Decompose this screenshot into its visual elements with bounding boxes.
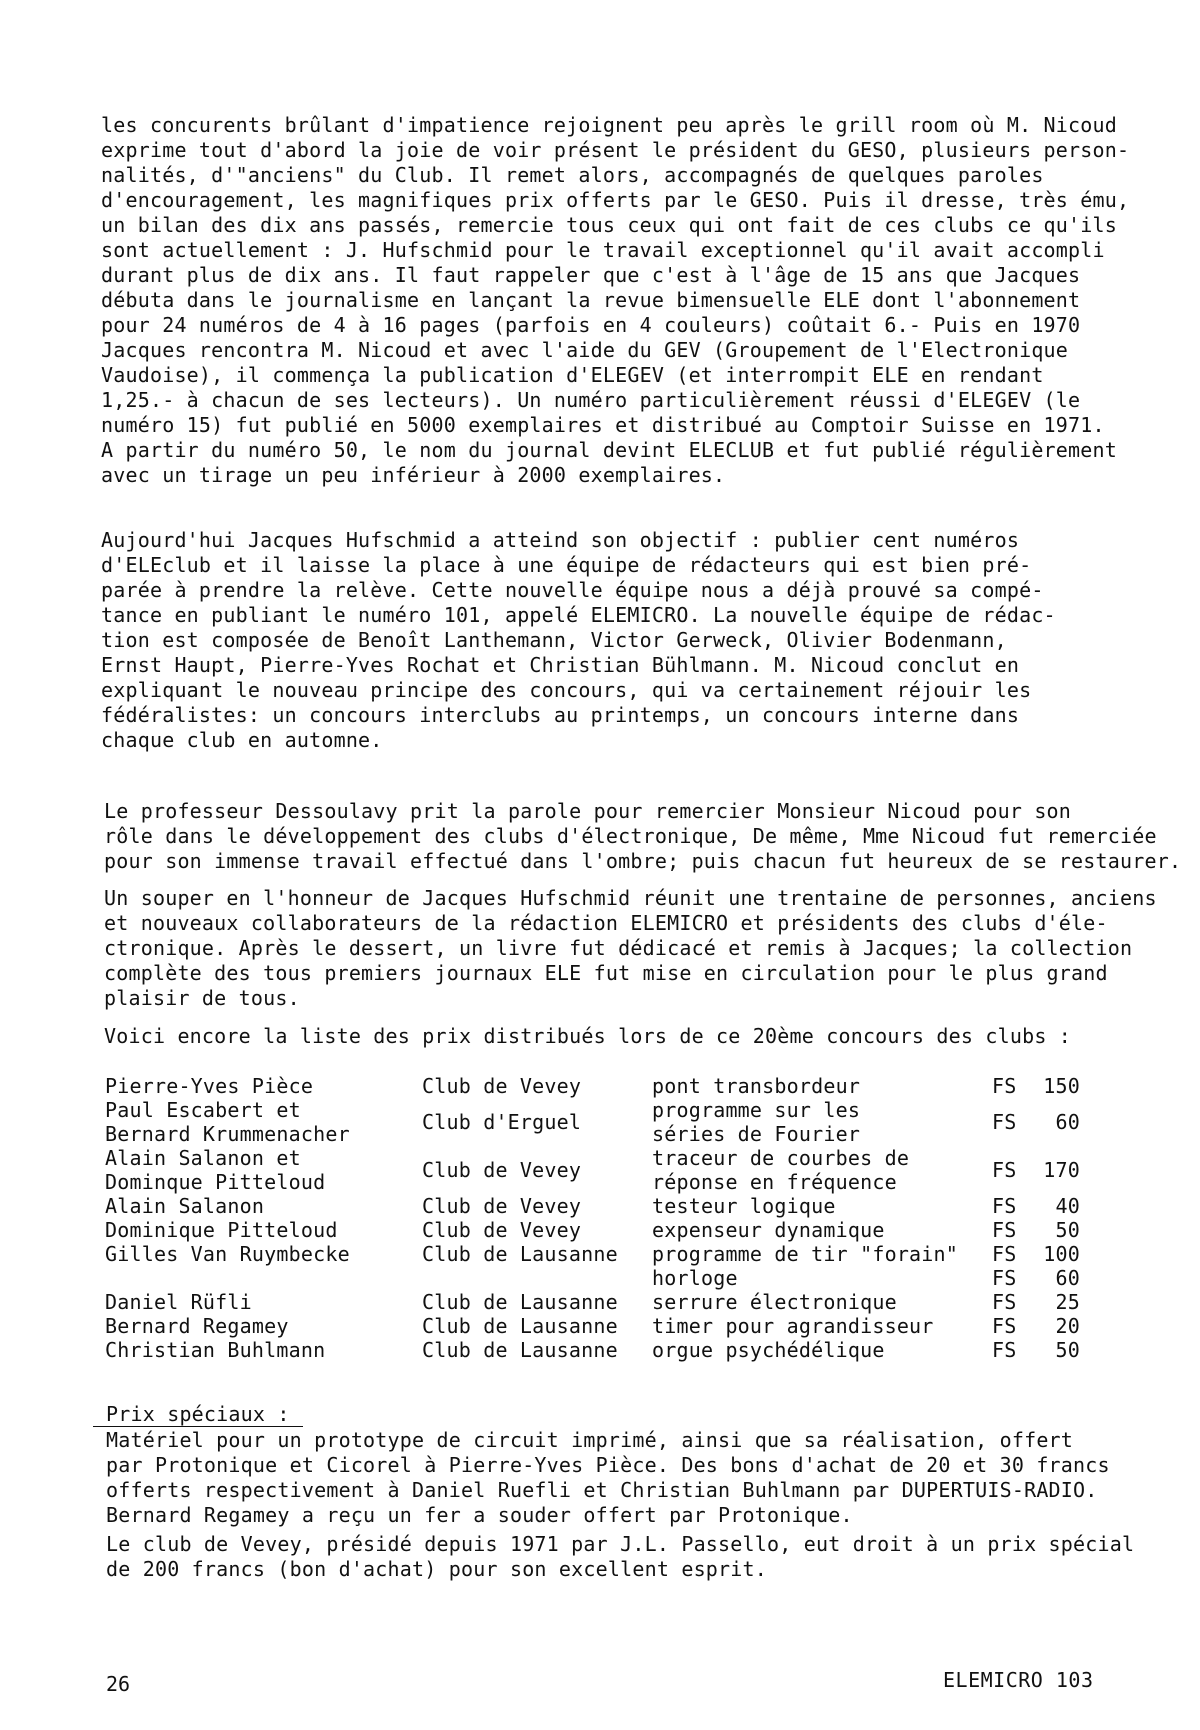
prize-project xyxy=(652,1290,897,1314)
prize-winner-line: Bernard Krummenacher xyxy=(105,1122,350,1146)
prize-project-line: traceur de courbes de xyxy=(652,1146,910,1170)
prize-winner-line: Gilles Van Ruymbecke xyxy=(105,1242,350,1266)
prize-amount: 170 xyxy=(1043,1158,1080,1182)
prize-project-line: orgue psychédélique xyxy=(652,1338,885,1362)
prize-project xyxy=(652,1314,934,1338)
prize-winner-line: Dominique Pitteloud xyxy=(105,1218,338,1242)
text-line: tance en publiant le numéro 101, appelé ELEMICRO. La nouvelle équipe de rédac- xyxy=(101,603,1056,627)
prize-club: Club de Lausanne xyxy=(422,1314,618,1338)
text-line: avec un tirage un peu inférieur à 2000 exemplaires. xyxy=(101,463,726,487)
text-line: tion est composée de Benoît Lanthemann, Victor Gerweck, Olivier Bodenmann, xyxy=(101,628,1007,652)
prize-amount: 20 xyxy=(1055,1314,1080,1338)
text-line: A partir du numéro 50, le nom du journal devint ELECLUB et fut publié régulièrement xyxy=(101,438,1118,462)
text-line: 1,25.- à chacun de ses lecteurs). Un numéro particulièrement réussi d'ELEGEV (le xyxy=(101,388,1081,412)
prize-project-line: testeur logique xyxy=(652,1194,836,1218)
text-line: Jacques rencontra M. Nicoud et avec l'aide du GEV (Groupement de l'Electronique xyxy=(101,338,1069,362)
paragraph-new-team xyxy=(101,528,1056,753)
text-line: débuta dans le journalisme en lançant la revue bimensuelle ELE dont l'abonnement xyxy=(101,288,1081,312)
prize-winner xyxy=(105,1242,350,1266)
prize-winner xyxy=(105,1146,325,1194)
text-line: Bernard Regamey a reçu un fer a souder offert par Protonique. xyxy=(106,1503,853,1527)
journal-name: ELEMICRO 103 xyxy=(943,1668,1094,1692)
page-number: 26 xyxy=(106,1672,131,1696)
prize-amount: 60 xyxy=(1055,1266,1080,1290)
prize-club: Club d'Erguel xyxy=(422,1110,582,1134)
prize-club: Club de Vevey xyxy=(422,1194,582,1218)
text-line: numéro 15) fut publié en 5000 exemplaires et distribué au Comptoir Suisse en 1971. xyxy=(101,413,1105,437)
prize-project-line: expenseur dynamique xyxy=(652,1218,885,1242)
prize-currency: FS xyxy=(992,1338,1017,1362)
prize-project-line: séries de Fourier xyxy=(652,1122,861,1146)
prize-project xyxy=(652,1074,860,1098)
text-line: d'encouragement, les magnifiques prix offerts par le GESO. Puis il dresse, très ému, xyxy=(101,188,1130,212)
text-line: complète des tous premiers journaux ELE fut mise en circulation pour le plus grand xyxy=(104,961,1108,985)
text-line: Un souper en l'honneur de Jacques Hufschmid réunit une trentaine de personnes, anciens xyxy=(104,886,1157,910)
prize-amount: 100 xyxy=(1043,1242,1080,1266)
text-line: parée à prendre la relève. Cette nouvelle équipe nous a déjà prouvé sa compé- xyxy=(101,578,1044,602)
paragraph-special-prizes xyxy=(106,1428,1110,1528)
prize-club: Club de Vevey xyxy=(422,1074,582,1098)
text-line: expliquant le nouveau principe des concours, qui va certainement réjouir les xyxy=(101,678,1032,702)
text-line: un bilan des dix ans passés, remercie tous ceux qui ont fait de ces clubs ce qu'ils xyxy=(101,213,1118,237)
text-line: plaisir de tous. xyxy=(104,986,300,1010)
text-line: durant plus de dix ans. Il faut rappeler que c'est à l'âge de 15 ans que Jacques xyxy=(101,263,1081,287)
paragraph-vevey-club xyxy=(106,1532,1134,1582)
prize-project xyxy=(652,1338,885,1362)
prize-project-line: timer pour agrandisseur xyxy=(652,1314,934,1338)
prize-winner xyxy=(105,1290,252,1314)
prize-currency: FS xyxy=(992,1110,1017,1134)
prize-currency: FS xyxy=(992,1218,1017,1242)
prize-amount: 40 xyxy=(1055,1194,1080,1218)
prize-winner-line: Pierre-Yves Pièce xyxy=(105,1074,314,1098)
prize-project xyxy=(652,1218,885,1242)
prize-club: Club de Lausanne xyxy=(422,1290,618,1314)
prize-winner-line: Alain Salanon et xyxy=(105,1146,301,1170)
paragraph-dessoulavy xyxy=(104,799,1181,874)
prize-club: Club de Vevey xyxy=(422,1218,582,1242)
prize-project xyxy=(652,1242,958,1266)
prize-winner xyxy=(105,1074,313,1098)
prize-currency: FS xyxy=(992,1242,1017,1266)
text-line: de 200 francs (bon d'achat) pour son excellent esprit. xyxy=(106,1557,768,1581)
prize-winner-line: Daniel Rüfli xyxy=(105,1290,252,1314)
prize-currency: FS xyxy=(992,1266,1017,1290)
prize-currency: FS xyxy=(992,1290,1017,1314)
prize-project-line: pont transbordeur xyxy=(652,1074,861,1098)
text-line: les concurents brûlant d'impatience rejoignent peu après le grill room où M. Nicoud xyxy=(101,113,1118,137)
text-line: Le professeur Dessoulavy prit la parole pour remercier Monsieur Nicoud pour son xyxy=(104,799,1072,823)
text-line: et nouveaux collaborateurs de la rédaction ELEMICRO et présidents des clubs d'éle- xyxy=(104,911,1108,935)
prize-club: Club de Lausanne xyxy=(422,1242,618,1266)
prize-project-line: horloge xyxy=(652,1266,738,1290)
prize-currency: FS xyxy=(992,1074,1017,1098)
prize-winner xyxy=(105,1314,289,1338)
prize-project-line: programme de tir "forain" xyxy=(652,1242,959,1266)
prize-currency: FS xyxy=(992,1314,1017,1338)
text-line: chaque club en automne. xyxy=(101,728,383,752)
prize-currency: FS xyxy=(992,1158,1017,1182)
prize-amount: 60 xyxy=(1055,1110,1080,1134)
prize-project xyxy=(652,1266,738,1290)
special-prizes-underline xyxy=(93,1426,303,1427)
special-prizes-title: Prix spéciaux : xyxy=(106,1402,290,1426)
text-line: d'ELEclub et il laisse la place à une équipe de rédacteurs qui est bien pré- xyxy=(101,553,1032,577)
text-line: Ernst Haupt, Pierre-Yves Rochat et Christian Bühlmann. M. Nicoud conclut en xyxy=(101,653,1020,677)
prize-winner-line: Bernard Regamey xyxy=(105,1314,289,1338)
prize-winner-line: Christian Buhlmann xyxy=(105,1338,326,1362)
text-line: pour son immense travail effectué dans l'ombre; puis chacun fut heureux de se restaurer. xyxy=(104,849,1182,873)
text-line: par Protonique et Cicorel à Pierre-Yves Pièce. Des bons d'achat de 20 et 30 francs xyxy=(106,1453,1110,1477)
prize-project-line: programme sur les xyxy=(652,1098,861,1122)
prize-amount: 150 xyxy=(1043,1074,1080,1098)
text-line: Matériel pour un prototype de circuit imprimé, ainsi que sa réalisation, offert xyxy=(106,1428,1074,1452)
text-line: sont actuellement : J. Hufschmid pour le travail exceptionnel qu'il avait accompli xyxy=(101,238,1105,262)
text-line: nalités, d'"anciens" du Club. Il remet alors, accompagnés de quelques paroles xyxy=(101,163,1044,187)
prize-project-line: serrure électronique xyxy=(652,1290,897,1314)
text-line: exprime tout d'abord la joie de voir présent le président du GESO, plusieurs person- xyxy=(101,138,1130,162)
text-line: offerts respectivement à Daniel Ruefli et Christian Buhlmann par DUPERTUIS-RADIO. xyxy=(106,1478,1098,1502)
prize-project xyxy=(652,1194,836,1218)
text-line: fédéralistes: un concours interclubs au printemps, un concours interne dans xyxy=(101,703,1020,727)
prize-club: Club de Vevey xyxy=(422,1158,582,1182)
prize-project xyxy=(652,1146,909,1194)
text-line: rôle dans le développement des clubs d'électronique, De même, Mme Nicoud fut remerciée xyxy=(104,824,1157,848)
paragraph-dinner xyxy=(104,886,1157,1011)
text-line: ctronique. Après le dessert, un livre fut dédicacé et remis à Jacques; la collection xyxy=(104,936,1133,960)
prize-amount: 25 xyxy=(1055,1290,1080,1314)
prize-winner xyxy=(105,1218,338,1242)
text-line: pour 24 numéros de 4 à 16 pages (parfois en 4 couleurs) coûtait 6.- Puis en 1970 xyxy=(101,313,1081,337)
text-line: Aujourd'hui Jacques Hufschmid a atteind son objectif : publier cent numéros xyxy=(101,528,1020,552)
text-line: Le club de Vevey, présidé depuis 1971 par J.L. Passello, eut droit à un prix spécial xyxy=(106,1532,1135,1556)
prize-currency: FS xyxy=(992,1194,1017,1218)
prize-winner-line: Alain Salanon xyxy=(105,1194,265,1218)
prize-club: Club de Lausanne xyxy=(422,1338,618,1362)
text-line: Voici encore la liste des prix distribués lors de ce 20ème concours des clubs : xyxy=(104,1024,1072,1048)
prize-amount: 50 xyxy=(1055,1218,1080,1242)
paragraph-awards-ceremony xyxy=(101,113,1129,488)
prize-winner xyxy=(105,1338,325,1362)
prize-project-line: réponse en fréquence xyxy=(652,1170,897,1194)
paragraph-prize-intro xyxy=(104,1024,1071,1049)
prize-winner xyxy=(105,1194,264,1218)
prize-winner-line: Paul Escabert et xyxy=(105,1098,301,1122)
prize-winner xyxy=(105,1098,350,1146)
prize-winner-line: Dominque Pitteloud xyxy=(105,1170,326,1194)
prize-project xyxy=(652,1098,860,1146)
text-line: Vaudoise), il commença la publication d'ELEGEV (et interrompit ELE en rendant xyxy=(101,363,1044,387)
prize-amount: 50 xyxy=(1055,1338,1080,1362)
